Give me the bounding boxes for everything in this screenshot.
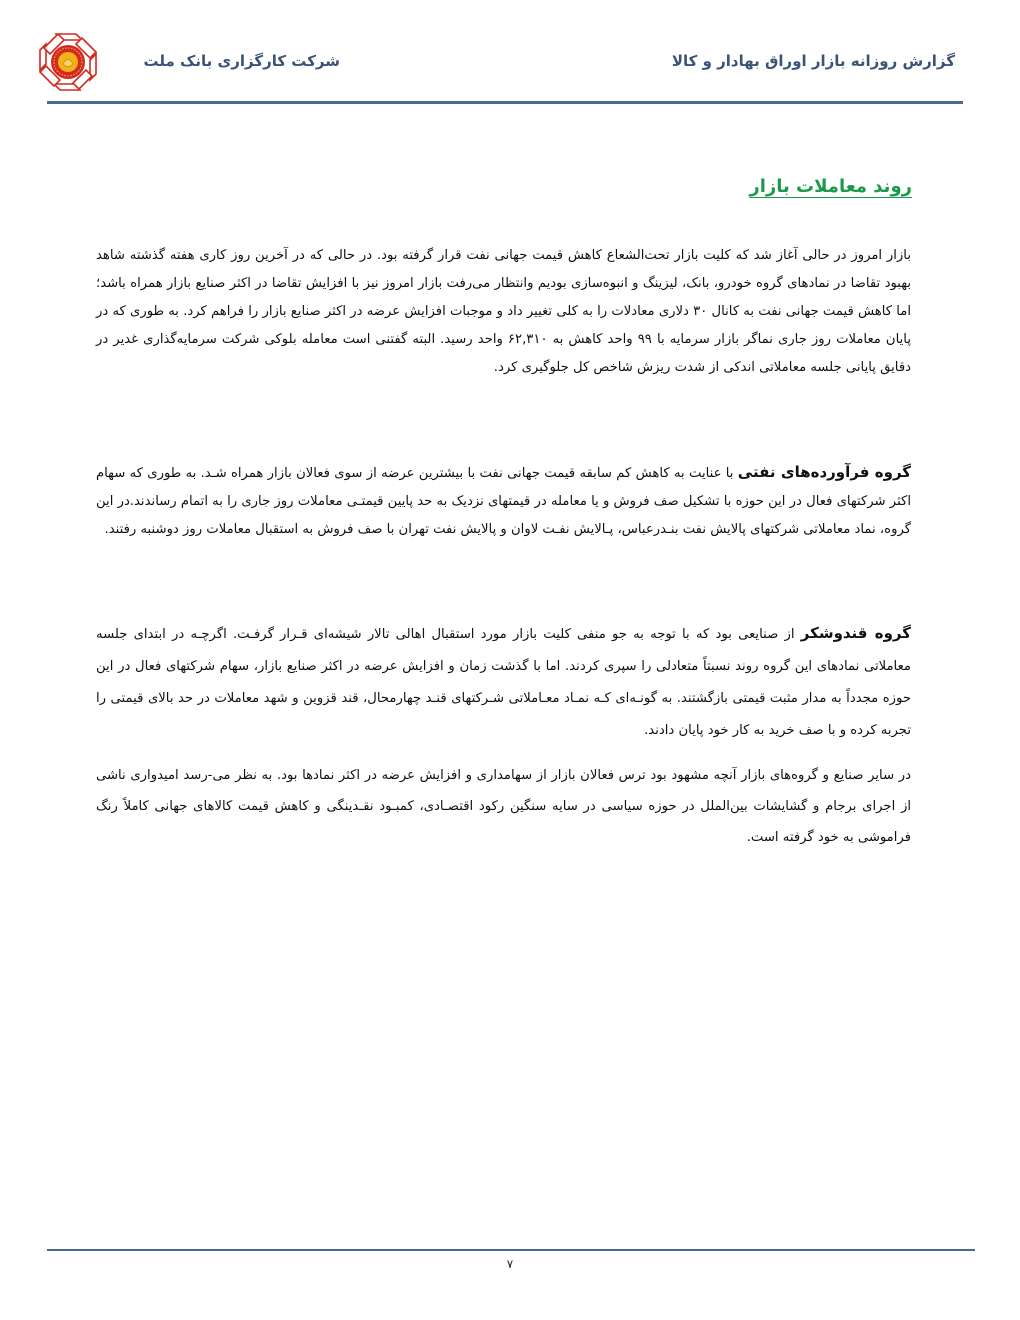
page-header: [0, 0, 1020, 110]
paragraph-lead: گروه فرآورده‌های نفتی: [737, 463, 911, 481]
paragraph-body: از صنایعی بود که با توجه به جو منفی کلیت بازار مورد استقبال اهالی تالار شیشه‌ای قـرار گرفـت. اگرچـه در ابتدای جلسه معاملاتی نمادهای این گروه روند نسبتاً متعادلی را سپری کردند. اما با گذشت زمان و افزایش عرضه در اکثر صنایع بازار، سهام شرکتهای فعال در این حوزه مجدداً به مدار مثبت قیمتی بازگشتند. به گونـه‌ای کـه نمـاد معـاملاتی شـرکتهای قنـد چهارمحال، قند قزوین و شهد معاملات در حد بالای قیمتی را تجربه کرده و با صف خرید به کار خود پایان دادند.: [96, 627, 911, 738]
paragraph-text: [96, 458, 911, 544]
paragraph-body: بازار امروز در حالی آغاز شد که کلیت بازار تحت‌الشعاع کاهش قیمت جهانی نفت قرار گرفته بود. در حالی که در آخرین روز کاری هفته گذشته شاهد بهبود تقاضا در نمادهای گروه خودرو، بانک، لیزینگ و انبوه‌سازی بودیم وانتظار می‌رفت بازار امروز نیز با افزایش تقاضا در اکثر صنایع بازار همراه باشد؛ اما کاهش قیمت جهانی نفت به کانال ۳۰ دلاری معادلات را به کلی تغییر داد و موجبات افزایش عرضه در اکثر صنایع بازار را فراهم کرد. به طوری که در پایان معاملات روز جاری نماگر بازار سرمایه با ۹۹ واحد کاهش به ۶۲,۳۱۰ واحد رسید. البته گفتنی است معامله بلوکی شرکت سرمایه‌گذاری غدیر در دقایق پایانی جلسه معاملاتی اندکی از شدت ریزش شاخص کل جلوگیری کرد.: [96, 248, 911, 375]
paragraph-body: در سایر صنایع و گروه‌های بازار آنچه مشهود بود ترس فعالان بازار از سهامداری و افزایش عرضه در اکثر نمادها بود. به نظر می-رسد امیدواری ناشی از اجرای برجام و گشایشات بین‌الملل در حوزه سیاسی در سایه سنگین رکود اقتصـادی، کمبـود نقـدینگی و کاهش قیمت کالاهای جهانی کاملاً رنگ فراموشی به خود گرفته است.: [96, 768, 911, 845]
logo-graphic: [36, 30, 100, 94]
header-divider: [47, 101, 963, 104]
paragraph-market-overview: [96, 242, 911, 382]
bank-mellat-logo-icon: [36, 30, 100, 94]
paragraph-other-sectors: [96, 760, 911, 853]
footer-divider: [47, 1249, 975, 1251]
page-number: ۷: [506, 1257, 514, 1271]
paragraph-sugar-group: [96, 617, 911, 747]
paragraph-lead: گروه قندوشکر: [800, 624, 911, 642]
paragraph-petroleum-products: [96, 458, 911, 544]
paragraph-text: [96, 760, 911, 853]
paragraph-text: [96, 617, 911, 747]
paragraph-body: با عنایت به کاهش کم سابقه قیمت جهانی نفت با بیشترین عرضه از سوی فعالان بازار همراه شـد. به طوری که سهام اکثر شرکتهای فعال در این حوزه با تشکیل صف فروش و یا معامله در قیمتهای نزدیک به حد پایین قیمتـی معاملات روز جاری را به اتمام رساندند.در این گروه، نماد معاملاتی شرکتهای پالایش نفت بنـدرعباس، پـالایش نفـت لاوان و پالایش نفت تهران با صف فروش به استقبال معاملات روز دوشنبه رفتند.: [96, 466, 911, 537]
paragraph-text: [96, 242, 911, 382]
section-title: روند معاملات بازار: [749, 176, 912, 197]
report-title: گزارش روزانه بازار اوراق بهادار و کالا: [671, 52, 955, 70]
company-name: شرکت کارگزاری بانک ملت: [143, 52, 340, 70]
